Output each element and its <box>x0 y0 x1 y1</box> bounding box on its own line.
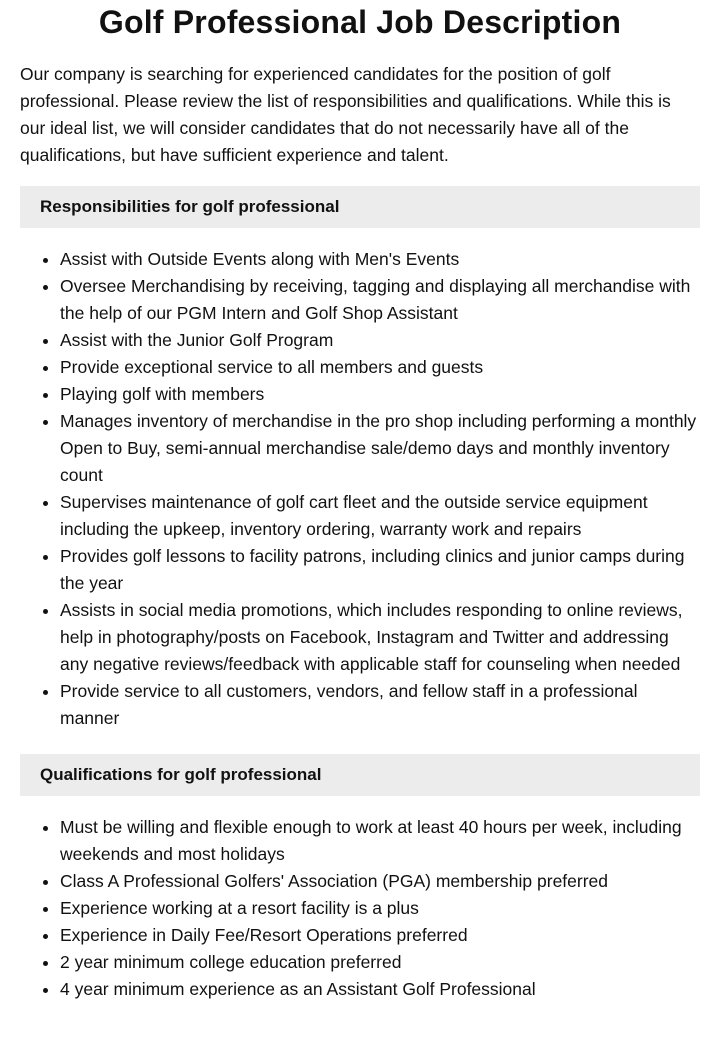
list-item: • Experience working at a resort facility is a plus <box>60 895 700 922</box>
list-item: • Experience in Daily Fee/Resort Operations preferred <box>60 922 700 949</box>
list-item: • Oversee Merchandising by receiving, tagging and displaying all merchandise with the help of our PGM Intern and Golf Shop Assistant <box>60 273 700 327</box>
page-title: Golf Professional Job Description <box>98 4 622 40</box>
list-item: • 4 year minimum experience as an Assistant Golf Professional <box>60 976 700 1003</box>
list-item: • Playing golf with members <box>60 381 700 408</box>
list-item: • Class A Professional Golfers' Association (PGA) membership preferred <box>60 868 700 895</box>
list-item: • Provides golf lessons to facility patrons, including clinics and junior camps during the year <box>60 543 700 597</box>
list-item: • 2 year minimum college education preferred <box>60 949 700 976</box>
list-item: • Manages inventory of merchandise in the pro shop including performing a monthly Open to Buy, semi-annual merchandise sale/demo days and monthly inventory count <box>60 408 700 489</box>
qualifications-heading: Qualifications for golf professional <box>20 754 700 796</box>
list-item: • Assist with Outside Events along with Men's Events <box>60 246 700 273</box>
qualifications-list <box>20 814 700 1003</box>
list-item: • Provide exceptional service to all members and guests <box>60 354 700 381</box>
list-item: • Must be willing and flexible enough to work at least 40 hours per week, including weekends and most holidays <box>60 814 700 868</box>
intro-paragraph: Our company is searching for experienced candidates for the position of golf professional. Please review the list of responsibilities and qualifications. While this is our ideal list, we will consider candidates that do not necessarily have all of the qualifications, but have sufficient experience and talent. <box>20 64 671 165</box>
list-item: • Assists in social media promotions, which includes responding to online reviews, help in photography/posts on Facebook, Instagram and Twitter and addressing any negative reviews/feedback with applicable staff for counseling when needed <box>60 597 700 678</box>
responsibilities-list <box>20 246 700 732</box>
responsibilities-heading: Responsibilities for golf professional <box>20 186 700 228</box>
list-item: • Provide service to all customers, vendors, and fellow staff in a professional manner <box>60 678 700 732</box>
list-item: • Assist with the Junior Golf Program <box>60 327 700 354</box>
list-item: • Supervises maintenance of golf cart fleet and the outside service equipment including the upkeep, inventory ordering, warranty work and repairs <box>60 489 700 543</box>
